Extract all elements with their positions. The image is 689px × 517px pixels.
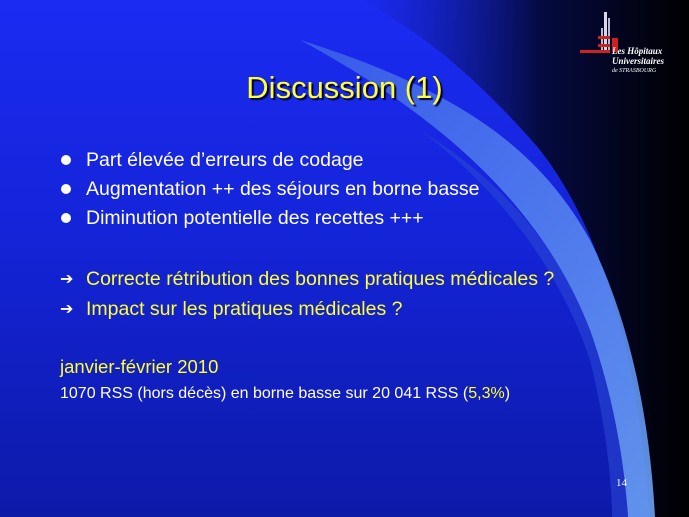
bullet-text: Diminution potentielle des recettes +++ xyxy=(86,207,424,229)
conclusion-text: Correcte rétribution des bonnes pratiques médicales ? xyxy=(86,268,555,290)
list-item xyxy=(60,295,554,325)
conclusion-text: Impact sur les pratiques médicales ? xyxy=(86,298,403,320)
page-number: 14 xyxy=(616,477,627,489)
list-item xyxy=(60,146,480,175)
arrow-right-icon: ➔ xyxy=(60,299,74,318)
bullet-dot-icon xyxy=(61,184,71,194)
list-item xyxy=(60,175,480,204)
arrow-right-icon: ➔ xyxy=(60,269,74,288)
list-item xyxy=(60,204,480,233)
stat-prefix: 1070 RSS (hors décès) en borne basse sur 20 041 RSS ( xyxy=(60,385,469,402)
stat-line xyxy=(60,385,510,403)
logo-line-1: Les Hôpitaux xyxy=(612,46,663,56)
stat-highlight: 5,3% xyxy=(468,385,505,402)
slide-title: Discussion (1) xyxy=(246,70,443,105)
logo-line-3: de STRASBOURG xyxy=(612,68,657,74)
bullet-list xyxy=(60,146,480,233)
bullet-text: Part élevée d’erreurs de codage xyxy=(86,149,364,171)
bullet-text: Augmentation ++ des séjours en borne basse xyxy=(86,178,480,200)
conclusion-list xyxy=(60,265,554,325)
logo-line-2: Universitaires xyxy=(612,56,665,66)
stat-suffix: ) xyxy=(504,385,511,402)
bullet-dot-icon xyxy=(61,213,71,223)
period-label: janvier-février 2010 xyxy=(60,356,219,377)
list-item xyxy=(60,265,554,295)
bullet-dot-icon xyxy=(61,155,71,165)
